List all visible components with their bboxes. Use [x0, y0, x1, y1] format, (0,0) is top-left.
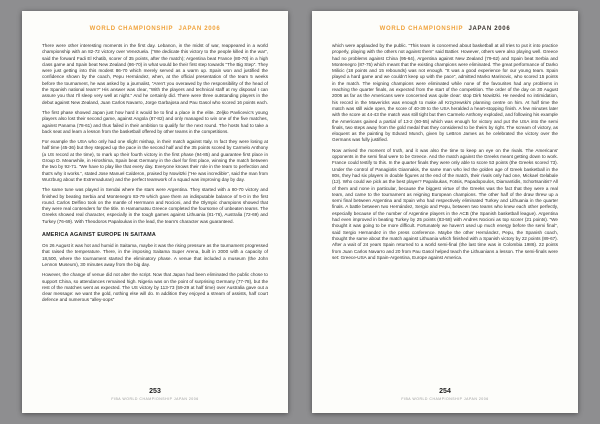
body-paragraph: For example the USA who only had one slight mishap, in their match against Italy. In fact they were losing at half time (45-36) but they stepped up the pace in the second half and the 35 points scored by Carmelo Anthony (a US record at the time), to mark up their fourth victory in the first phase (94-85) and guarantee first place in Group D. Meanwhile, in Hiroshima, Spain beat Germany in the duel for first place, winning the match between the two by 92-71. “We have to play like that every day. Everyone knows their role in the team to perfection and that's why it works.”, stated Jose Manuel Calderon, praised by Nowitzki (“He was incredible”, said the man from Wurzburg about the Extremaduran) and the perfect teamwork of a squad was improving day by day.	[42, 139, 268, 182]
body-paragraph: Now arrived the moment of truth, and it was also the time to keep an eye on the rivals. The Americans' opponents in the semi final were to be Greece. And the match against the Greeks meant getting down to work. France could testify to this. In the quarter finals they were only able to score 53 points (the Greeks scored 73). Under the control of Panagiotis Giannakis, the same man who led the golden age of Greek basketball in the 80s, they had six players in double figures at the end of the match, their rivals only had one, Mickael Gelabale (12). Who could we pick as the best player? Papaloukas, Fotsis, Papadopoulos, Diamantidis, Schortsanitis? All of them and none in particular, because the biggest virtue of the Greeks was the fact that they were a real team, and came to the tournament as reigning European champions. The other half of the draw threw up a semi final between Argentina and Spain who had respectively eliminated Turkey and Lithuania in the quarter finals. A battle between two Hernández, Sergio and Pepu, between two teams who knew each other perfectly, especially because of the number of Argentine players in the ACB (the Spanish basketball league). Argentina had even improved in beating Turkey by 25 points (83-58) with Andres Nocioni as top scorer (21 points). “We thought it was going to be more difficult. Fortunately we haven't used up much energy before the semi final”, said Sergio Hernandez in the press conference. Maybe the other Hernández, Pepu, the Spanish coach, thought the same about the match against Lithuania which finished with a Spanish victory by 22 points (89-67). After a wait of 24 years Spain returned to a world semi-final (the last time was in Colombia 1986). 22 points from Juan Carlos Navarro and 20 from Pau Gasol helped teach the Lithuanians a lesson. The semi-finals were set: Greece-USA and Spain-Argentina, Europe against America.	[332, 147, 558, 260]
header-year: JAPAN 2006	[178, 26, 221, 32]
page-number: 254	[439, 388, 451, 395]
body-paragraph: The first phase showed Japan just how hard it would be to find a place in the elite. Zeljko Pavlicevic's young players also lost their second game, against Angola (87-82) and only managed to win one of the five matches, against Panama (78-61) and thus failed in their ambition to qualify for the next round. The hosts had to take a back seat and learn a lesson from the basketball offered by other teams in the competitions.	[42, 109, 268, 134]
page-header-left	[42, 26, 268, 32]
page-footer-left	[22, 388, 288, 401]
body-paragraph: On 26 August it was hot and humid in Saitama, maybe it was the rising pressure as the tournament progressed that raised the temperature. There, in the imposing Saitama Super Arena, built in 2000 with a capacity of 18,500, where the tournament started the eliminatory phase. A venue that included a museum (the John Lennon Museum), 30 minutes away from the big day.	[42, 243, 268, 267]
footer-caption: FIBA WORLD CHAMPIONSHIP JAPAN 2006	[401, 397, 489, 401]
header-title: WORLD CHAMPIONSHIP	[89, 26, 174, 32]
page-number: 253	[149, 388, 161, 395]
page-left	[22, 11, 288, 413]
body-paragraph: However, the change of venue did not alter the script. Now that Japan had been eliminated the public chose to support China, so attendances remained high. Nigeria was on the point of surprising Germany (77-78), but the rest of the matches went as expected. The US victory by 113-73 (59-29 at half time) over Australia gave out a clear message: we want the gold, nothing else will do. In addition they enjoyed a stream of assists, half court defence and numerous “alley-oops”	[42, 272, 268, 303]
body-paragraph: There were other interesting moments in the first day. Lebanon, in the midst of war, reappeared in a world championship with an 82-72 victory over Venezuela. (“We dedicate this victory to the people killed in the war”, said the forward Fadi El Khatib, scorer of 35 points, after the match); Argentina beat France (80-70) in a high class game and Spain beat New Zealand (86-70) in what would be their first step towards “The Big Step”. They were just getting into this modest 86-70 which merely served as a warm up. Spain won and justified the confidence shown by the coach, Pepu Hernández, when, at the official presentation of the team 5 weeks before the tournament, he was asked by a journalist, “Aren't you overawed by the responsibility of the head of the Spanish national team?” His answer was clear, “With the players and technical staff at my disposal I can assure you that I'll sleep very well at night.” And he certainly did. There were three outstanding players in the debut against New Zealand, Juan Carlos Navarro, Jorge Garbajosa and Pau Gasol who scored 16 points each.	[42, 43, 268, 105]
body-paragraph: The same tune was played in Sendai where the stars were Argentina. They started with a 80-70 victory and finished by beating Serbia and Montenegro 83-79 which gave them an indisputable balance of 5-0 in the first round. Carlos Delfino took on the mantle of Herrmann and Nocioni, and the Olympic champions showed that they were real contenders for the title. In Hamamatsu Greece completed the foursome of unbeaten teams. The Greeks showed real character, especially in the tough games against Lithuania (81-76), Australia (72-69) and Turkey (76-69). With Theodoros Papaloukas in the lead, the team's character was guaranteed.	[42, 187, 268, 224]
page-footer-right	[312, 388, 578, 401]
body-paragraph: which were applauded by the public. “This team is concerned about basketball at all tries to put it into practice properly, playing with the others not against them” said Battier. However, others were also playing well. Greece had no problems against China (95-64), Argentina against New Zealand (79-62) and Spain beat Serbia and Montenegro (87-75) which meant that the existing champions were eliminated. The great performance of Darko Milicic (18 points and 15 rebounds) was not enough. “It was a good experience for our young team. Spain played a hard game and we couldn't keep up with the pace”, admitted Marko Marinovic, who scored 15 points in the match. The reigning champions were eliminated while none of the favourites had any problems in reaching the quarter finals, as expected from the start of the competition. The order of the day on 30 August 2006 as far as the Americans were concerned was quite clear: stop Dirk Nowitzki. He needed no intimidation, his record in the Mavericks was enough to make all Krzyzewski's planning centre on him. At half time the match was still wide open, the score of 40-39 to the USA heralded a heart-stopping finish. A few minutes later with the score at 44-43 the match was still tight but then Carmelo Anthony exploded, and following his example the Americans gained a partial of 13-2 (60-55) which was enough for victory and put the USA into the semi finals, two steps away from the gold medal that they considered to be theirs by right. The scream of victory, as eloquent as the painting by Edvard Munch, given by LeBron James as he celebrated the victory over the Germans was fully justified.	[332, 43, 558, 143]
page-right	[312, 11, 578, 413]
header-title: WORLD CHAMPIONSHIP	[379, 26, 464, 32]
footer-caption: FIBA WORLD CHAMPIONSHIP JAPAN 2006	[111, 397, 199, 401]
header-year: JAPAN 2006	[468, 26, 511, 32]
section-heading: AMERICA AGAINST EUROPE IN SAITAMA	[42, 232, 156, 239]
page-header-right	[332, 26, 558, 32]
